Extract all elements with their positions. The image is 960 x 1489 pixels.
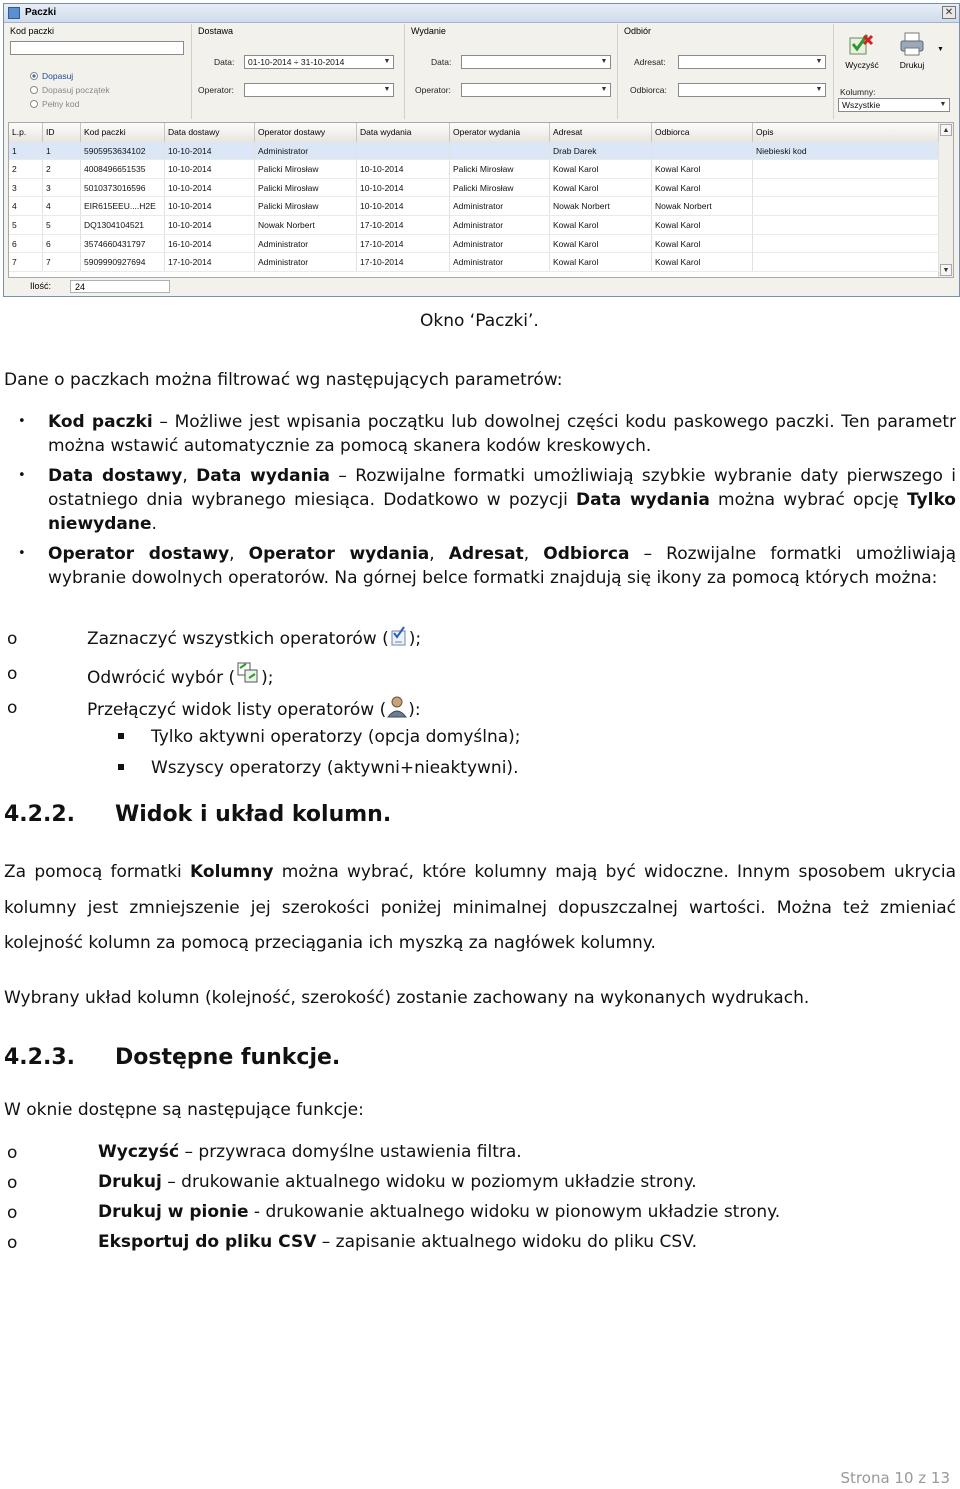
table-cell: 6 <box>43 235 81 253</box>
table-cell: Kowal Karol <box>652 216 753 234</box>
window-title: Paczki <box>25 7 57 18</box>
term: Operator dostawy <box>48 544 230 564</box>
column-header[interactable]: Data wydania <box>357 123 450 142</box>
radio-label: Dopasuj <box>42 71 74 81</box>
table-row[interactable] <box>9 179 939 198</box>
table-cell <box>753 216 939 234</box>
term: Odbiorca <box>543 544 630 564</box>
table-cell: Administrator <box>450 197 550 215</box>
radio-dot <box>30 72 38 80</box>
description: można wybrać opcję <box>709 490 907 510</box>
table-cell: 4 <box>43 197 81 215</box>
table-cell: 5 <box>9 216 43 234</box>
description: – Rozwijalne formatki umożliwiają szybkie wybranie daty pierwszego i ostatniego dnia wybranego miesiąca. Dodatkowo w pozycji <box>48 466 956 510</box>
table-cell: Administrator <box>450 235 550 253</box>
column-header[interactable]: Odbiorca <box>652 123 753 142</box>
chevron-down-icon: ▼ <box>939 101 947 108</box>
panel-label: Odbiór <box>624 26 652 36</box>
table-cell: Nowak Norbert <box>652 197 753 215</box>
table-cell: 17-10-2014 <box>357 216 450 234</box>
section-number: 4.2.3. <box>4 1045 75 1070</box>
radio-label: Dopasuj początek <box>42 85 110 95</box>
table-cell: Kowal Karol <box>652 253 753 271</box>
table-cell: Palicki Mirosław <box>255 197 357 215</box>
bullet-daty <box>48 464 956 536</box>
suboption-all: Wszyscy operatorzy (aktywni+nieaktywni). <box>151 758 519 778</box>
columns-paragraph <box>4 855 956 962</box>
page-footer: Strona 10 z 13 <box>840 1469 950 1487</box>
app-icon <box>8 7 20 19</box>
count-label: Ilość: <box>30 281 52 291</box>
wydanie-operator-combo[interactable] <box>461 83 611 97</box>
table-cell: 10-10-2014 <box>165 179 255 197</box>
table-cell: 5909990927694 <box>81 253 165 271</box>
table-cell: 10-10-2014 <box>165 160 255 178</box>
table-cell: 3 <box>43 179 81 197</box>
chevron-down-icon: ▼ <box>600 86 608 93</box>
column-header[interactable]: L.p. <box>9 123 43 142</box>
radio-label: Pełny kod <box>42 99 80 109</box>
square-bullet <box>118 733 124 739</box>
panel-label: Wydanie <box>411 26 446 36</box>
term: Operator wydania <box>248 544 430 564</box>
table-cell: Kowal Karol <box>550 160 652 178</box>
dostawa-data-label: Data: <box>214 57 235 67</box>
term: Adresat <box>448 544 524 564</box>
table-cell <box>450 142 550 160</box>
circle-bullet: o <box>7 664 18 684</box>
table-cell: 3 <box>9 179 43 197</box>
dostawa-operator-label: Operator: <box>198 85 234 95</box>
bullet: • <box>18 468 26 483</box>
table-cell: Palicki Mirosław <box>450 179 550 197</box>
dostawa-data-combo[interactable] <box>244 55 394 69</box>
print-dropdown-icon[interactable]: ▼ <box>937 46 944 53</box>
table-cell: 2 <box>9 160 43 178</box>
circle-bullet: o <box>7 1143 18 1163</box>
table-cell: Kowal Karol <box>652 160 753 178</box>
wydanie-operator-label: Operator: <box>415 85 451 95</box>
scroll-down-icon[interactable]: ▼ <box>940 264 952 276</box>
table-row[interactable] <box>9 160 939 179</box>
odbiorca-label: Odbiorca: <box>630 85 667 95</box>
chevron-down-icon: ▼ <box>815 86 823 93</box>
table-cell: Administrator <box>255 235 357 253</box>
table-cell: Palicki Mirosław <box>450 160 550 178</box>
term: Drukuj <box>98 1172 162 1192</box>
table-cell: 5905953634102 <box>81 142 165 160</box>
count-value: 24 <box>70 280 170 293</box>
table-cell: 2 <box>43 160 81 178</box>
table-cell: 17-10-2014 <box>357 253 450 271</box>
wydanie-data-combo[interactable] <box>461 55 611 69</box>
chevron-down-icon: ▼ <box>383 86 391 93</box>
table-cell: 5010373016596 <box>81 179 165 197</box>
function-print-portrait <box>98 1200 780 1224</box>
bullet: • <box>18 546 26 561</box>
description: – Rozwijalne formatki umożliwiają wybranie dowolnych operatorów. Na górnej belce formatki znajdują się ikony za pomocą których można: <box>48 544 957 588</box>
term: Data wydania <box>196 466 331 486</box>
wydanie-data-label: Data: <box>431 57 452 67</box>
table-cell: Niebieski kod <box>753 142 939 160</box>
table-row[interactable] <box>9 253 939 272</box>
columns-combo[interactable] <box>838 98 950 112</box>
adresat-label: Adresat: <box>634 57 666 67</box>
functions-intro: W oknie dostępne są następujące funkcje: <box>4 1100 364 1120</box>
columns-value: Wszystkie <box>842 100 881 110</box>
table-cell: 10-10-2014 <box>357 197 450 215</box>
table-cell: Kowal Karol <box>550 216 652 234</box>
table-row[interactable] <box>9 216 939 235</box>
clear-label: Wyczyść <box>845 60 879 70</box>
table-cell: Kowal Karol <box>652 179 753 197</box>
description: – Możliwe jest wpisania początku lub dowolnej części kodu paskowego paczki. Ten parametr można wstawić automatycznie za pomocą skanera kodów kreskowych. <box>48 412 957 456</box>
section-number: 4.2.2. <box>4 802 75 827</box>
panel-kod-paczki <box>4 24 192 119</box>
table-cell: 10-10-2014 <box>357 179 450 197</box>
table-cell: Kowal Karol <box>550 179 652 197</box>
term: Drukuj w pionie <box>98 1202 249 1222</box>
option-text: Odwrócić wybór ( <box>87 668 236 688</box>
column-header[interactable]: ID <box>43 123 81 142</box>
table-cell: 3574660431797 <box>81 235 165 253</box>
table-row[interactable] <box>9 197 939 216</box>
dostawa-data-value: 01-10-2014 ÷ 31-10-2014 <box>248 57 345 67</box>
table-cell: 17-10-2014 <box>357 235 450 253</box>
table-cell: 10-10-2014 <box>165 142 255 160</box>
column-header[interactable]: Operator wydania <box>450 123 550 142</box>
clear-filter-icon <box>847 30 877 58</box>
table-cell: Administrator <box>255 142 357 160</box>
table-row[interactable] <box>9 235 939 254</box>
description: – przywraca domyślne ustawienia filtra. <box>179 1142 522 1162</box>
description: – drukowanie aktualnego widoku w poziomym układzie strony. <box>161 1172 697 1192</box>
separator: , <box>182 466 197 486</box>
table-cell: Drab Darek <box>550 142 652 160</box>
table-cell <box>753 160 939 178</box>
term: Eksportuj do pliku CSV <box>98 1232 317 1252</box>
print-layout-paragraph: Wybrany układ kolumn (kolejność, szerokość) zostanie zachowany na wykonanych wydrukach. <box>4 988 810 1008</box>
panel-label: Dostawa <box>198 26 234 36</box>
table-cell: 7 <box>43 253 81 271</box>
table-cell: Kowal Karol <box>652 235 753 253</box>
circle-bullet: o <box>7 698 18 718</box>
panel-label: Kod paczki <box>10 26 55 36</box>
table-cell: 16-10-2014 <box>165 235 255 253</box>
kod-paczki-input[interactable] <box>10 41 184 55</box>
chevron-down-icon: ▼ <box>815 58 823 65</box>
radio-dot <box>30 86 38 94</box>
separator: , <box>523 544 544 564</box>
odbiorca-combo[interactable] <box>678 83 826 97</box>
table-cell: 17-10-2014 <box>165 253 255 271</box>
table-cell: Administrator <box>450 216 550 234</box>
column-header[interactable]: Data dostawy <box>165 123 255 142</box>
user-icon <box>386 694 408 718</box>
column-header[interactable]: Operator dostawy <box>255 123 357 142</box>
table-cell: DQ1304104521 <box>81 216 165 234</box>
option-text: ); <box>408 629 422 649</box>
table-cell: 4008496651535 <box>81 160 165 178</box>
columns-label: Kolumny: <box>840 87 876 97</box>
table-cell <box>357 142 450 160</box>
intro-paragraph: Dane o paczkach można filtrować wg następujących parametrów: <box>4 370 563 390</box>
table-cell: Kowal Karol <box>550 235 652 253</box>
window-titlebar <box>4 4 959 23</box>
scroll-up-icon[interactable]: ▲ <box>940 124 952 136</box>
panel-dostawa <box>192 24 405 119</box>
table-cell <box>753 253 939 271</box>
table-cell: 10-10-2014 <box>165 216 255 234</box>
table-cell: Nowak Norbert <box>550 197 652 215</box>
section-title: Dostępne funkcje. <box>115 1045 341 1070</box>
radio-dopasuj[interactable] <box>30 71 73 81</box>
table-row[interactable] <box>9 142 939 161</box>
table-cell: Administrator <box>255 253 357 271</box>
bullet-kod-paczki <box>48 410 956 458</box>
print-button[interactable] <box>892 30 932 70</box>
panel-odbior <box>618 24 834 119</box>
table-cell: 5 <box>43 216 81 234</box>
select-all-icon <box>389 625 409 647</box>
table-cell: 4 <box>9 197 43 215</box>
adresat-combo[interactable] <box>678 55 826 69</box>
radio-dot <box>30 100 38 108</box>
term: Data wydania <box>576 490 710 510</box>
separator: , <box>229 544 249 564</box>
table-header <box>9 123 939 143</box>
table-cell <box>753 235 939 253</box>
printer-icon <box>897 30 927 58</box>
circle-bullet: o <box>7 629 18 649</box>
term: Wyczyść <box>98 1142 180 1162</box>
option-text: Przełączyć widok listy operatorów ( <box>87 700 387 720</box>
bullet-operatorzy <box>48 542 956 590</box>
panel-wydanie <box>405 24 618 119</box>
function-export-csv <box>98 1230 697 1254</box>
parcels-table <box>8 122 954 278</box>
suboption-active: Tylko aktywni operatorzy (opcja domyślna); <box>151 727 521 747</box>
radio-pelny-kod[interactable] <box>30 99 79 109</box>
table-cell: 1 <box>9 142 43 160</box>
table-cell: 1 <box>43 142 81 160</box>
paczki-window <box>3 3 960 297</box>
radio-dopasuj-poczatek[interactable] <box>30 85 110 95</box>
term: Kod paczki <box>48 412 153 432</box>
option-text: Zaznaczyć wszystkich operatorów ( <box>87 629 389 649</box>
table-cell: Palicki Mirosław <box>255 179 357 197</box>
figure-caption: Okno ‘Paczki’. <box>420 311 539 331</box>
separator: , <box>429 544 449 564</box>
circle-bullet: o <box>7 1173 18 1193</box>
table-cell <box>753 197 939 215</box>
vertical-scrollbar[interactable] <box>938 123 953 277</box>
status-bar <box>8 280 954 294</box>
table-cell: 10-10-2014 <box>357 160 450 178</box>
table-cell: Administrator <box>450 253 550 271</box>
column-header[interactable]: Opis <box>753 123 939 142</box>
function-print <box>98 1170 697 1194</box>
option-select-all <box>87 625 421 651</box>
paragraph-text: można wybrać, które kolumny mają być widoczne. Innym sposobem ukrycia kolumny jest zmniejszenie jej szerokości poniżej minimalnej dopuszczalnej wartości. Można też zmieniać kolejność kolumn za pomocą przeciągania ich myszką za nagłówek kolumny. <box>4 862 957 953</box>
table-cell: Kowal Karol <box>550 253 652 271</box>
table-cell: Nowak Norbert <box>255 216 357 234</box>
clear-button[interactable] <box>842 30 882 70</box>
circle-bullet: o <box>7 1203 18 1223</box>
chevron-down-icon: ▼ <box>383 58 391 65</box>
section-title: Widok i układ kolumn. <box>115 802 392 827</box>
dostawa-operator-combo[interactable] <box>244 83 394 97</box>
table-cell: EIR615EEU....H2E <box>81 197 165 215</box>
table-cell: 10-10-2014 <box>165 197 255 215</box>
paragraph-text: Za pomocą formatki <box>4 862 191 882</box>
table-cell: 7 <box>9 253 43 271</box>
table-cell: Palicki Mirosław <box>255 160 357 178</box>
description: - drukowanie aktualnego widoku w pionowym układzie strony. <box>248 1202 781 1222</box>
period: . <box>151 514 157 534</box>
column-header[interactable]: Adresat <box>550 123 652 142</box>
chevron-down-icon: ▼ <box>600 58 608 65</box>
term: Kolumny <box>190 862 274 882</box>
square-bullet <box>118 764 124 770</box>
option-text: ); <box>261 668 274 688</box>
option-invert <box>87 660 273 690</box>
column-header[interactable]: Kod paczki <box>81 123 165 142</box>
print-label: Drukuj <box>899 60 925 70</box>
option-toggle-list <box>87 694 421 722</box>
bullet: • <box>18 414 26 429</box>
invert-selection-icon <box>235 660 261 686</box>
table-cell: 6 <box>9 235 43 253</box>
table-cell <box>753 179 939 197</box>
function-clear <box>98 1140 522 1164</box>
circle-bullet: o <box>7 1233 18 1253</box>
option-text: ): <box>408 700 421 720</box>
close-button[interactable]: ✕ <box>942 6 956 19</box>
term: Tylko niewydane <box>48 490 956 534</box>
description: – zapisanie aktualnego widoku do pliku CSV. <box>316 1232 697 1252</box>
table-cell <box>652 142 753 160</box>
term: Data dostawy <box>48 466 183 486</box>
